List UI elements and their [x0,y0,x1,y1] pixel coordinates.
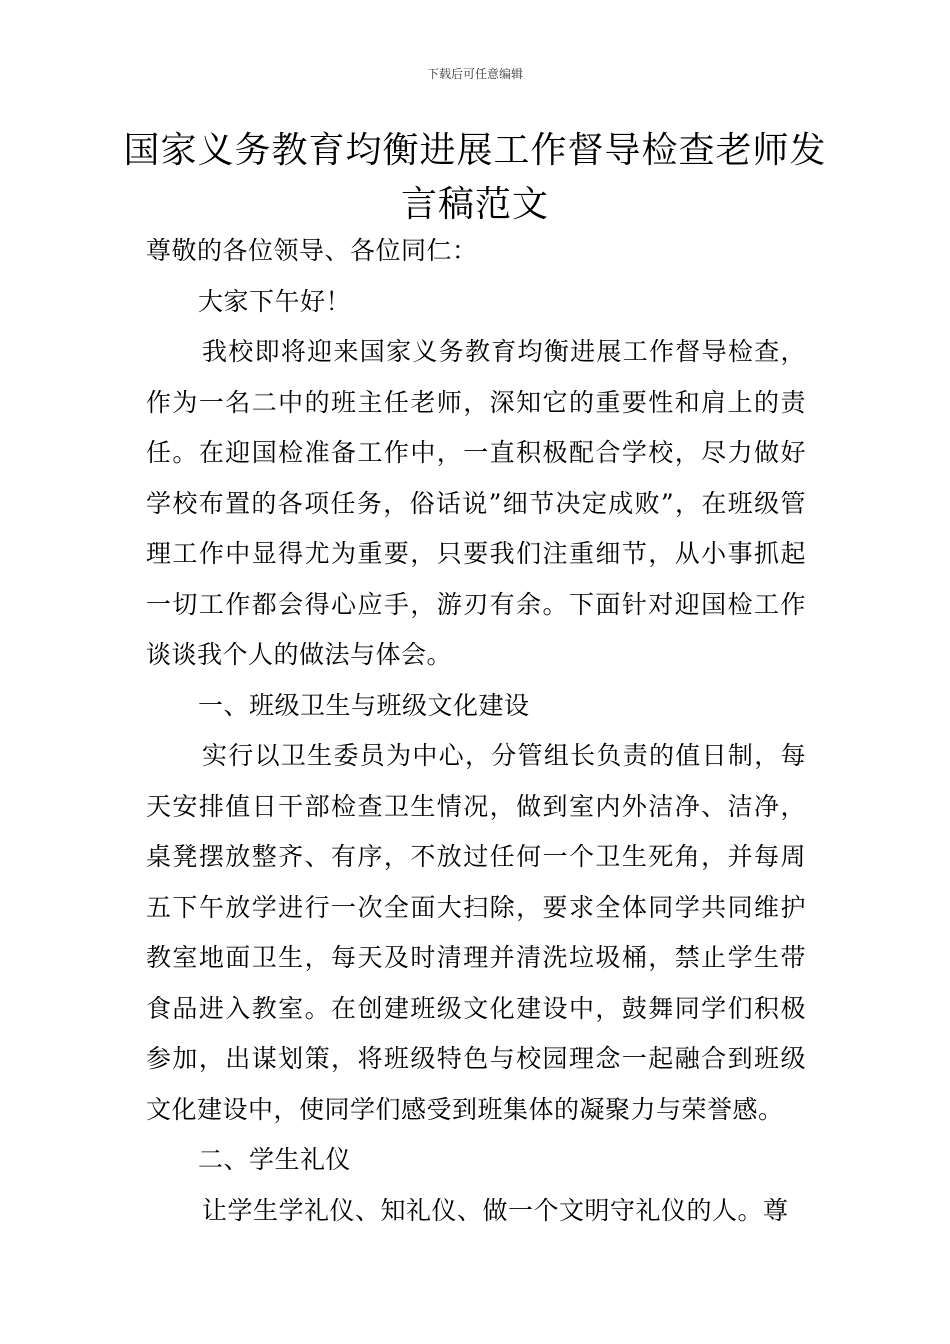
section-2-heading: 二、学生礼仪 [198,1145,352,1174]
section-2-body: 让学生学礼仪、知礼仪、做一个文明守礼仪的人。尊 [202,1195,789,1225]
header-note: 下载后可任意编辑 [426,67,523,81]
greeting-paragraph: 大家下午好！ [198,286,352,316]
document-body [146,226,806,1236]
intro-paragraph: 我校即将迎来国家义务教育均衡进展工作督导检查，作为一名二中的班主任老师，深知它的重要性和肩上的责任。在迎国检准备工作中，一直积极配合学校，尽力做好学校布置的各项任务，俗话说”细节决定成败”，在班级管理工作中显得尤为重要，只要我们注重细节，从小事抓起一切工作都会得心应手，游刃有余。下面针对迎国检工作谈谈我个人的做法与体会。 [146,337,806,669]
salutation-paragraph: 尊敬的各位领导、各位同仁： [146,236,478,265]
section-1-body: 实行以卫生委员为中心，分管组长负责的值日制，每天安排值日干部检查卫生情况，做到室内外洁净、洁净，桌凳摆放整齐、有序，不放过任何一个卫生死角，并每周五下午放学进行一次全面大扫除，要求全体同学共同维护教室地面卫生，每天及时清理并清洗垃圾桶，禁止学生带食品进入教室。在创建班级文化建设中，鼓舞同学们积极参加，出谋划策，将班级特色与校园理念一起融合到班级文化建设中，使同学们感受到班集体的凝聚力与荣誉感。 [146,741,806,1124]
document-title: 国家义务教育均衡进展工作督导检查老师发言稿范文 [123,130,827,225]
section-1-heading: 一、班级卫生与班级文化建设 [198,690,530,720]
